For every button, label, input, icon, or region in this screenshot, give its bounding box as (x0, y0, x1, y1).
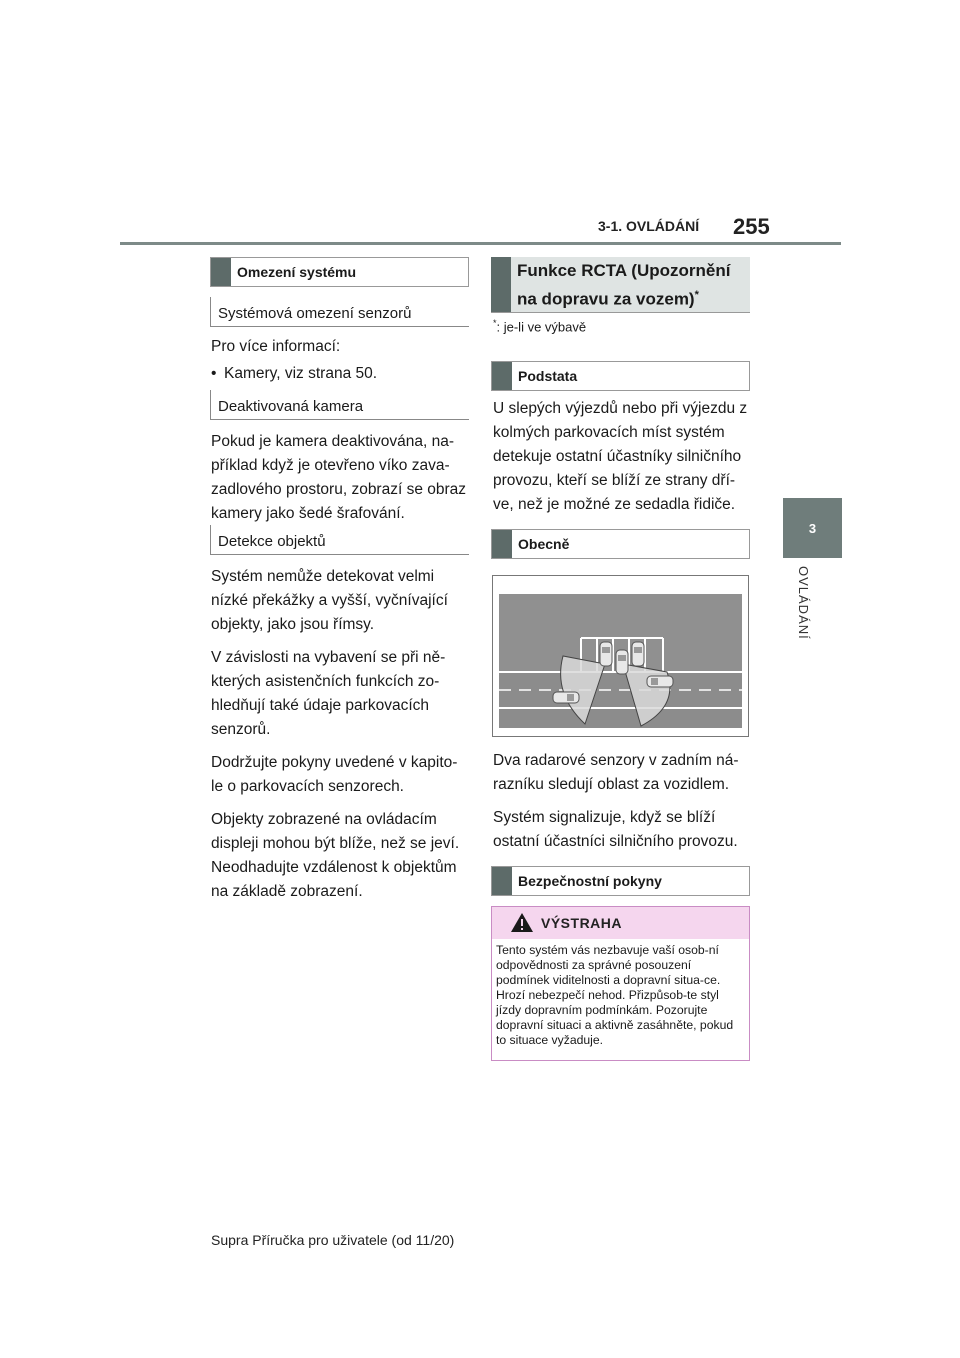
warning-header (492, 907, 749, 939)
subheading-detekce (210, 525, 469, 555)
subheading-label: Detekce objektů (218, 533, 326, 550)
bullet-item (211, 362, 469, 386)
parked-car (600, 642, 612, 666)
section-title: Obecně (518, 536, 570, 552)
section-title: Omezení systému (237, 264, 357, 280)
warning-text: Tento systém vás nezbavuje vaší osob-ní odpovědnosti za správné posouzení podmínek viditelnosti a dopravní situa-ce. Hrozí nebezpečí nehod. Přizpůsob-te styl jízdy dopravním podmínkám. Pozorujte dopravní situaci a aktivně zasáhněte, pokud to situace vyžaduje. (496, 943, 734, 1047)
section-box-bezpecnost (491, 866, 750, 896)
header-rule (120, 242, 841, 245)
footnote-text: : je-li ve výbavě (496, 319, 587, 335)
approaching-car-left (553, 692, 579, 703)
footer: Supra Příručka pro uživatele (od 11/20) (211, 1232, 455, 1248)
section-title-line1: Funkce RCTA (Upozornění (517, 261, 731, 280)
page-number: 255 (733, 214, 770, 239)
section-title (517, 259, 730, 312)
text-block-2 (211, 430, 469, 535)
text-block-podstata (493, 397, 751, 526)
paragraph: Dva radarové senzory v zadním ná-razníku sledují oblast za vozidlem. (493, 752, 739, 793)
section-bar (491, 257, 511, 312)
warning-title: VÝSTRAHA (541, 915, 623, 931)
subheading-kamera (210, 390, 469, 420)
text-block-obecne (493, 749, 751, 863)
chapter-number: 3 (808, 520, 817, 536)
warning-box (491, 906, 750, 1061)
section-box-rcta (491, 257, 750, 313)
section-box-podstata (491, 361, 750, 391)
chapter-tab[interactable] (783, 498, 842, 558)
paragraph: Systém nemůže detekovat velmi nízké překážky a vyšší, vyčnívající objekty, jako jsou římsy. (211, 568, 448, 633)
footnote (493, 318, 586, 334)
rcta-illustration (492, 575, 749, 737)
section-title-line2: na dopravu za vozem) (517, 289, 695, 309)
section-box-omezeni (210, 257, 469, 287)
subheading-label: Systémová omezení senzorů (218, 305, 412, 322)
paragraph: Pokud je kamera deaktivována, na-příklad když je otevřeno víko zava-zadlového prostoru, zobrazí se obraz kamery jako šedé šrafování. (211, 433, 467, 522)
paragraph: U slepých výjezdů nebo při výjezdu z kolmých parkovacích míst systém detekuje ostatní účastníky silničního provozu, kteří se blíží ze strany dří-ve, než je možné ze sedadla řidiče. (493, 400, 748, 513)
section-title: Bezpečnostní pokyny (518, 873, 662, 889)
rcta-diagram (493, 576, 748, 736)
subheading-senzory (210, 297, 469, 327)
chapter-label: OVLÁDÁNÍ (796, 566, 811, 640)
paragraph: Pro více informací: (211, 338, 341, 355)
parked-car (616, 650, 628, 674)
footnote-marker: * (694, 289, 699, 301)
paragraph: Systém signalizuje, když se blíží ostatní účastníci silničního provozu. (493, 809, 738, 850)
section-bar (492, 362, 512, 390)
paragraph: Dodržujte pokyny uvedené v kapito-le o parkovacích senzorech. (211, 754, 458, 795)
warning-triangle-icon (510, 912, 534, 933)
section-title: Podstata (518, 368, 578, 384)
text-block-1 (211, 335, 469, 386)
subheading-label: Deaktivovaná kamera (218, 398, 364, 415)
text-block-3 (211, 565, 469, 913)
section-box-obecne (491, 529, 750, 559)
paragraph: V závislosti na vybavení se při ně-kterých asistenčních funkcích zo-hledňují také údaje parkovacích senzorů. (211, 649, 446, 738)
section-bar (492, 867, 512, 895)
bullet-text: Kamery, viz strana 50. (224, 365, 378, 382)
parked-car (632, 642, 644, 666)
paragraph: Objekty zobrazené na ovládacím displeji mohou být blíže, než se jeví. Neodhadujte vzdálenost k objektům na základě zobrazení. (211, 811, 460, 900)
section-bar (492, 530, 512, 558)
approaching-car-right (647, 676, 673, 687)
running-header-section: 3-1. OVLÁDÁNÍ (598, 218, 700, 234)
section-bar (211, 258, 231, 286)
footnote-marker: * (493, 318, 497, 328)
